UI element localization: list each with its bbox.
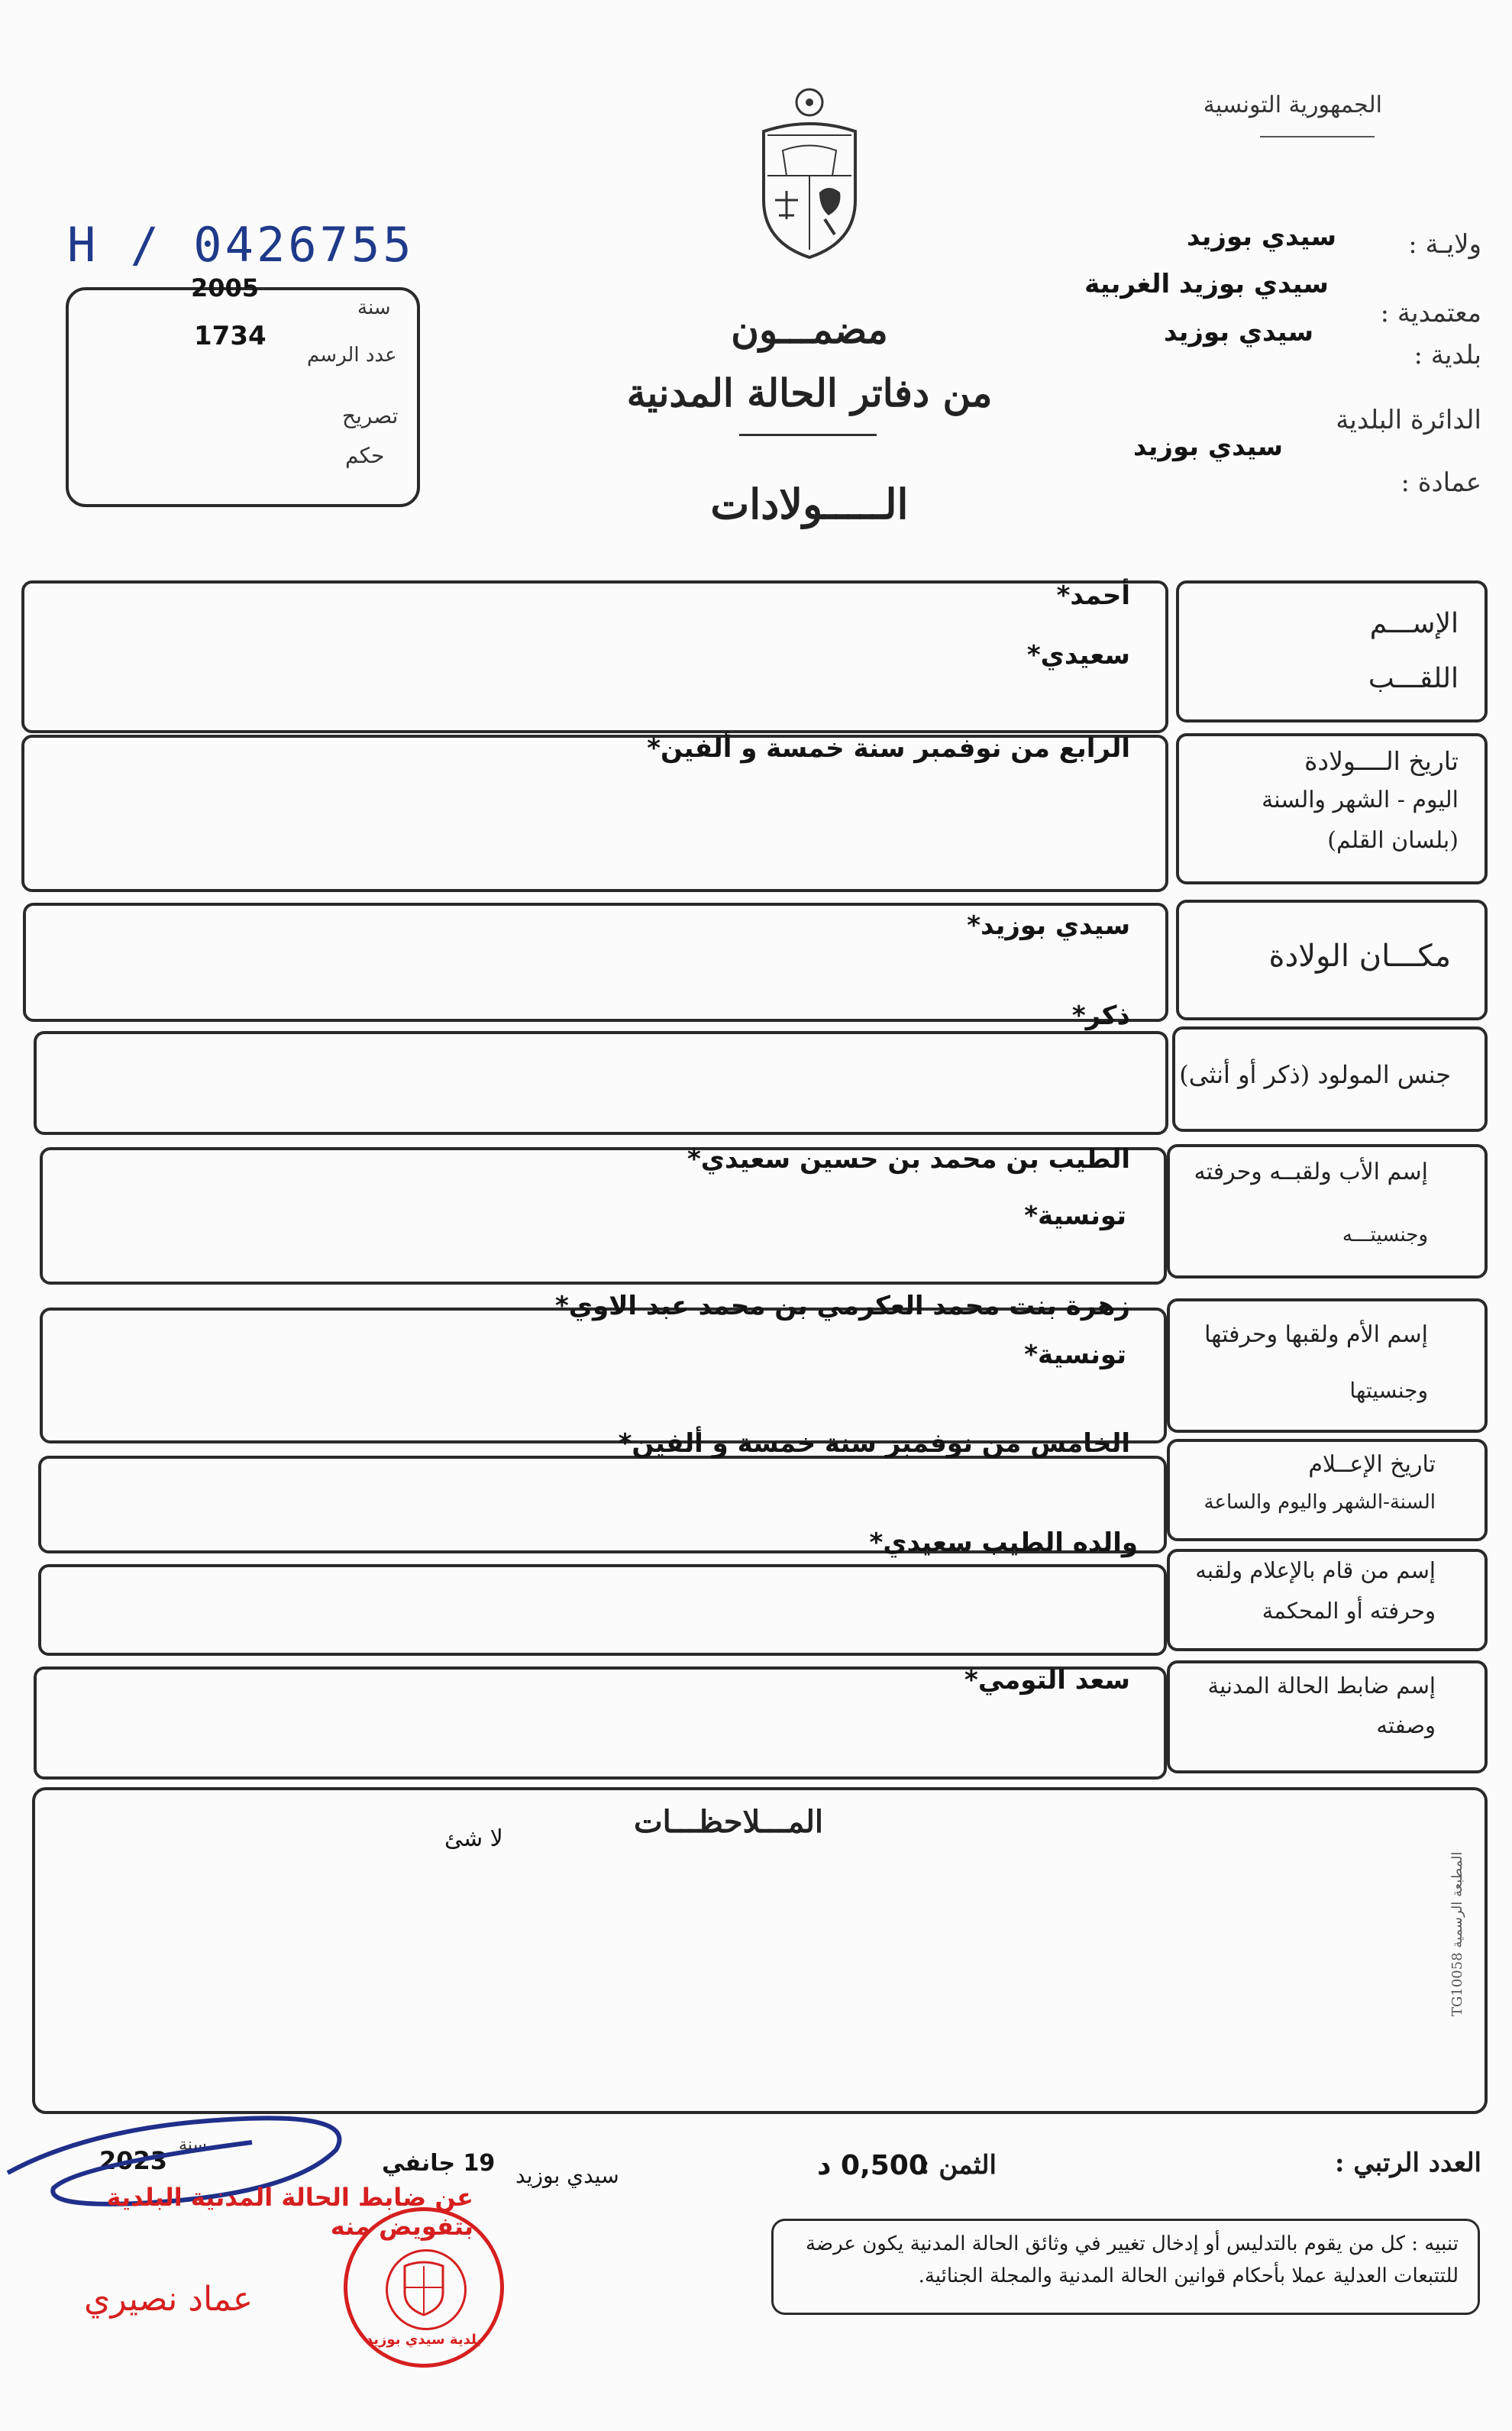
field-label-declarant: إسم من قام بالإعلام ولقبه	[1195, 1557, 1436, 1583]
notice-text: تنبيه : كل من يقوم بالتدليس أو إدخال تغيير في وثائق الحالة المدنية يكون عرضة للتتبعات العدلية عملا بأحكام قوانين الحالة المدنية والمجلة الجنائية.	[806, 2232, 1459, 2287]
field-label-surname: اللقـــب	[1368, 663, 1459, 694]
field-value-father: الطيب بن محمد بن حسين سعيدي*	[687, 1144, 1130, 1175]
field-label-civil-officer-title: وصفته	[1376, 1712, 1436, 1738]
field-value-box	[34, 1031, 1168, 1135]
seal-text: بلدية سيدي بوزيد	[365, 2332, 483, 2348]
field-label-father-nationality: وجنسيتـــه	[1342, 1224, 1428, 1246]
omda-label: عمادة :	[1401, 467, 1481, 498]
field-value-surname: سعيدي*	[1026, 640, 1130, 671]
main-title: مضمـــون	[731, 307, 888, 352]
field-label-name: الإســـم	[1369, 608, 1459, 639]
municipality-label: بلدية :	[1413, 340, 1481, 370]
field-value-sex: ذكر*	[1071, 1001, 1130, 1031]
republic-title: الجمهورية التونسية	[1203, 92, 1382, 118]
field-value-mother-nationality: تونسية*	[1024, 1340, 1126, 1370]
field-label-mother: إسم الأم ولقبها وحرفتها	[1204, 1321, 1428, 1348]
official-seal	[344, 2207, 504, 2368]
remarks-value: لا شئ	[444, 1825, 503, 1852]
field-value-birth-place: سيدي بوزيد*	[967, 910, 1130, 941]
field-value-civil-officer: سعد التومي*	[964, 1665, 1130, 1696]
record-declaration-label: تصريح	[342, 403, 399, 428]
republic-underline	[1260, 136, 1375, 137]
serial-number: H / 0426755	[67, 217, 415, 273]
field-label-declaration-date-detail: السنة-الشهر واليوم والساعة	[1203, 1491, 1436, 1514]
seal-emblem-icon	[401, 2258, 447, 2316]
footer-year-value: 2023	[99, 2146, 168, 2175]
field-label-birth-date-detail: اليوم - الشهر والسنة	[1262, 787, 1459, 813]
field-value-declarant: والده الطيب سعيدي*	[869, 1527, 1138, 1558]
order-number-label: العدد الرتبي :	[1334, 2148, 1481, 2178]
field-value-mother: زهرة بنت محمد العكرمي بن محمد عبد الاوي*	[555, 1291, 1130, 1321]
delegation-value: سيدي بوزيد الغربية	[1084, 269, 1329, 299]
record-number-value: 1734	[194, 321, 267, 351]
place-value: سيدي بوزيد	[515, 2163, 619, 2188]
field-label-civil-officer: إسم ضابط الحالة المدنية	[1207, 1673, 1436, 1699]
signature-name: عماد نصيري	[84, 2280, 254, 2319]
printer-mark: المطبعة الرسمية TG10058	[1449, 1851, 1465, 2016]
section-title: الـــــولادات	[710, 480, 909, 529]
record-judgment-label: حكم	[345, 443, 385, 468]
field-value-name: أحمد*	[1056, 580, 1130, 611]
field-value-declaration-date: الخامس من نوفمبر سنة خمسة و ألفين*	[618, 1428, 1130, 1459]
field-label-birth-date: تاريخ الــــولادة	[1304, 746, 1459, 776]
coat-of-arms	[752, 86, 867, 261]
field-value-box	[21, 580, 1168, 733]
delegation-label: معتمدية :	[1380, 298, 1481, 328]
record-year-label: سنة	[357, 296, 391, 319]
field-label-mother-nationality: وجنسيتها	[1349, 1378, 1428, 1403]
field-label-declaration-date: تاريخ الإعــلام	[1308, 1451, 1436, 1478]
price-value: 0,500 د	[817, 2150, 928, 2181]
sub-title: من دفاتر الحالة المدنية	[626, 370, 993, 415]
district-label: الدائرة البلدية	[1336, 405, 1481, 435]
sub-title-underline	[739, 434, 877, 436]
field-label-declarant-detail: وحرفته أو المحكمة	[1262, 1598, 1436, 1624]
district-value: سيدي بوزيد	[1132, 432, 1283, 462]
field-value-box	[40, 1308, 1167, 1443]
field-label-father: إسم الأب ولقبــه وحرفته	[1194, 1159, 1428, 1185]
field-label-birth-place: مكـــان الولادة	[1268, 939, 1451, 974]
record-number-label: عدد الرسم	[307, 344, 397, 367]
date-value: 19 جانفي	[382, 2150, 496, 2177]
governorate-value: سيدي بوزيد	[1186, 221, 1336, 252]
remarks-title: المـــلاحظـــات	[634, 1804, 823, 1840]
record-year-value: 2005	[191, 273, 260, 302]
governorate-label: ولايـة :	[1408, 229, 1481, 260]
price-label: الثمن :	[920, 2150, 997, 2180]
field-label-box	[1176, 580, 1488, 723]
field-value-birth-date: الرابع من نوفمبر سنة خمسة و ألفين*	[647, 733, 1130, 764]
signature-line: عن ضابط الحالة المدنية البلدية بتفويض منه	[106, 2183, 473, 2241]
footer-year-label: سنة	[179, 2135, 207, 2155]
field-value-father-nationality: تونسية*	[1024, 1201, 1126, 1231]
field-label-sex: جنس المولود (ذكر أو أنثى)	[1179, 1060, 1451, 1089]
field-value-box	[38, 1564, 1167, 1656]
municipality-value: سيدي بوزيد	[1163, 317, 1313, 348]
coat-of-arms-icon	[752, 86, 867, 261]
field-label-birth-date-note: (بلسان القلم)	[1327, 827, 1459, 854]
